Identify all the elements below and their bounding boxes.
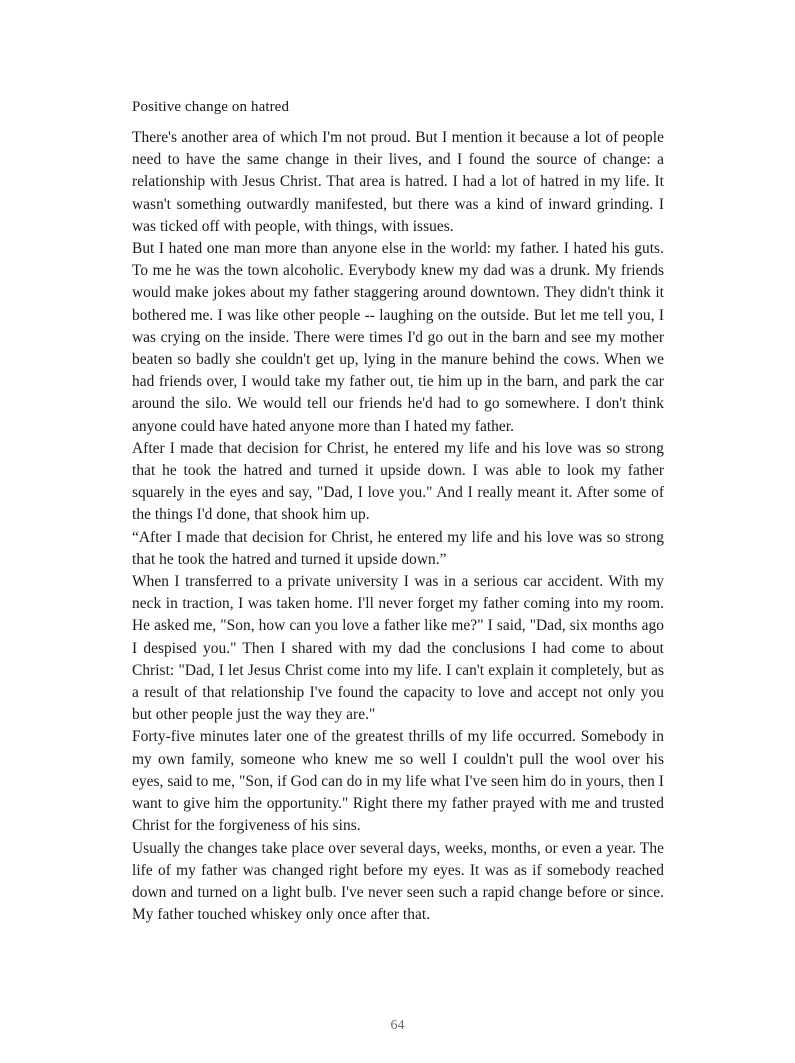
paragraph-hatred-intro: There's another area of which I'm not proud. But I mention it because a lot of people need to have the same change in their lives, and I found the source of change: a relationship with Jesus Christ. That area is hatred. I had a lot of hatred in my life. It wasn't something outwardly manifested, but there was a kind of inward grinding. I was ticked off with people, with things, with issues. — [132, 129, 664, 235]
paragraph-father-prayed: Forty-five minutes later one of the greatest thrills of my life occurred. Somebody in my own family, someone who knew me so well I couldn't pull the wool over his eyes, said to me, "Son, if God can do in my life what I've seen him do in yours, then I want to give him the opportunity." Right there my father prayed with me and trusted Christ for the forgiveness of his sins. — [132, 728, 664, 835]
paragraph-decision-for-christ: After I made that decision for Christ, he entered my life and his love was so strong that he took the hatred and turned it upside down. I was able to look my father squarely in the eyes and say, "Dad, I love you." And I really meant it. After some of the things I'd done, that shook him up. — [132, 439, 664, 524]
paragraph-hated-father: But I hated one man more than anyone else in the world: my father. I hated his guts. To me he was the town alcoholic. Everybody knew my dad was a drunk. My friends would make jokes about my father staggering around downtown. They didn't think it bothered me. I was like other people -- laughing on the outside. But let me tell you, I was crying on the inside. There were times I'd go out in the barn and see my mother beaten so badly she couldn't get up, lying in the manure behind the cows. When we had friends over, I would take my father out, tie him up in the barn, and park the car around the silo. We would tell our friends he'd had to go somewhere. I don't think anyone could have hated anyone more than I hated my father. — [132, 240, 664, 435]
section-heading: Positive change on hatred — [132, 99, 290, 115]
page-body — [132, 96, 664, 926]
page-number: 64 — [390, 1018, 405, 1033]
paragraph-car-accident: When I transferred to a private university I was in a serious car accident. With my neck in traction, I was taken home. I'll never forget my father coming into my room. He asked me, "Son, how can you love a father like me?" I said, "Dad, six months ago I despised you." Then I shared with my dad the conclusions I had come to about Christ: "Dad, I let Jesus Christ come into my life. I can't explain it completely, but as a result of that relationship I've found the capacity to love and accept not only you but other people just the way they are." — [132, 573, 664, 724]
pull-quote: “After I made that decision for Christ, he entered my life and his love was so strong that he took the hatred and turned it upside down.” — [132, 528, 664, 568]
paragraph-rapid-change: Usually the changes take place over several days, weeks, months, or even a year. The life of my father was changed right before my eyes. It was as if somebody reached down and turned on a light bulb. I've never seen such a rapid change before or since. My father touched whiskey only once after that. — [132, 839, 664, 924]
